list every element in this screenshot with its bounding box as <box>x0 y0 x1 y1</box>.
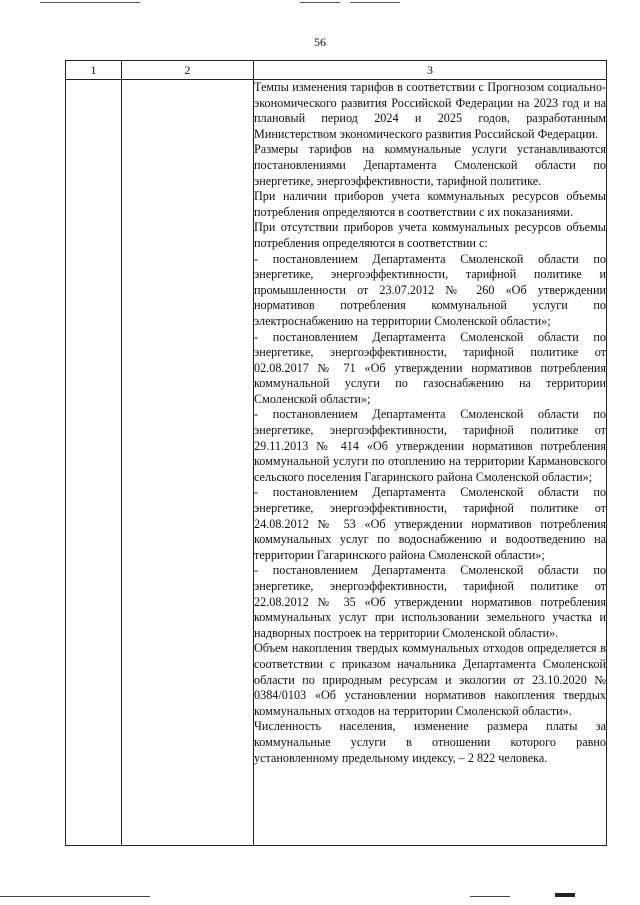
list-item: - постановлением Департамента Смоленской области по энергетике, энергоэффективности, тарифной политике от 29.11.2013 № 414 «Об утверждении нормативов потребления коммунальной услуги по отоплению на территории Кармановского сельского поселения Гагаринского района Смоленской области»; <box>254 407 606 484</box>
scan-artifact-line <box>40 2 140 3</box>
scan-artifact-line <box>350 2 400 3</box>
scan-artifact-line <box>470 896 510 897</box>
tariff-size-paragraph: Размеры тарифов на коммунальные услуги устанавливаются постановлениями Департамента Смоленской области по энергетике, энергоэффективности, тарифной политике. <box>254 142 606 188</box>
metering-present-paragraph: При наличии приборов учета коммунальных ресурсов объемы потребления определяются в соответствии с их показаниями. <box>254 189 606 219</box>
scan-artifact-mark <box>555 893 575 897</box>
scan-artifact-line <box>0 896 150 897</box>
column-header-1: 1 <box>66 61 122 80</box>
table-cell-col2 <box>122 80 254 846</box>
scan-artifact-line <box>300 2 340 3</box>
list-item: - постановлением Департамента Смоленской области по энергетике, энергоэффективности, тарифной политике от 24.08.2012 № 53 «Об утверждении нормативов потребления коммунальных услуг по водоснабжению и водоотведению на территории Гагаринского района Смоленской области»; <box>254 485 606 562</box>
table-cell-col1 <box>66 80 122 846</box>
table-header-row <box>66 61 607 80</box>
waste-volume-paragraph: Объем накопления твердых коммунальных отходов определяется в соответствии с приказом начальника Департамента Смоленской области по природным ресурсам и экологии от 23.10.2020 № 0384/0103 «Об установлении нормативов накопления твердых коммунальных отходов на территории Смоленской области». <box>254 641 606 718</box>
column-header-2: 2 <box>122 61 254 80</box>
tariff-change-paragraph: Темпы изменения тарифов в соответствии с Прогнозом социально-экономического развития Российской Федерации на 2023 год и на плановый период 2024 и 2025 годов, разработанным Министерством экономического развития Российской Федерации. <box>254 80 606 141</box>
list-item: - постановлением Департамента Смоленской области по энергетике, энергоэффективности, тарифной политике от 02.08.2017 № 71 «Об утверждении нормативов потребления коммунальной услуги по газоснабжению на территории Смоленской области»; <box>254 329 606 406</box>
page-number: 56 <box>314 35 326 49</box>
column-header-3: 3 <box>254 61 607 80</box>
list-item: - постановлением Департамента Смоленской области по энергетике, энергоэффективности, тарифной политике от 22.08.2012 № 35 «Об утверждении нормативов потребления коммунальных услуг при использовании земельного участка и надворных построек на территории Смоленской области». <box>254 563 606 640</box>
table-cell-col3 <box>254 80 607 846</box>
list-item: - постановлением Департамента Смоленской области по энергетике, энергоэффективности, тарифной политике и промышленности от 23.07.2012 № 260 «Об утверждении нормативов потребления коммунальной услуги по электроснабжению на территории Смоленской области»; <box>254 251 606 328</box>
metering-absent-paragraph: При отсутствии приборов учета коммунальных ресурсов объемы потребления определяются в соответствии с: <box>254 220 606 250</box>
table-row <box>66 80 607 846</box>
population-paragraph: Численность населения, изменение размера платы за коммунальные услуги в отношении которого равно установленному предельному индексу, – 2 822 человека. <box>254 719 606 765</box>
content-table <box>65 60 607 846</box>
